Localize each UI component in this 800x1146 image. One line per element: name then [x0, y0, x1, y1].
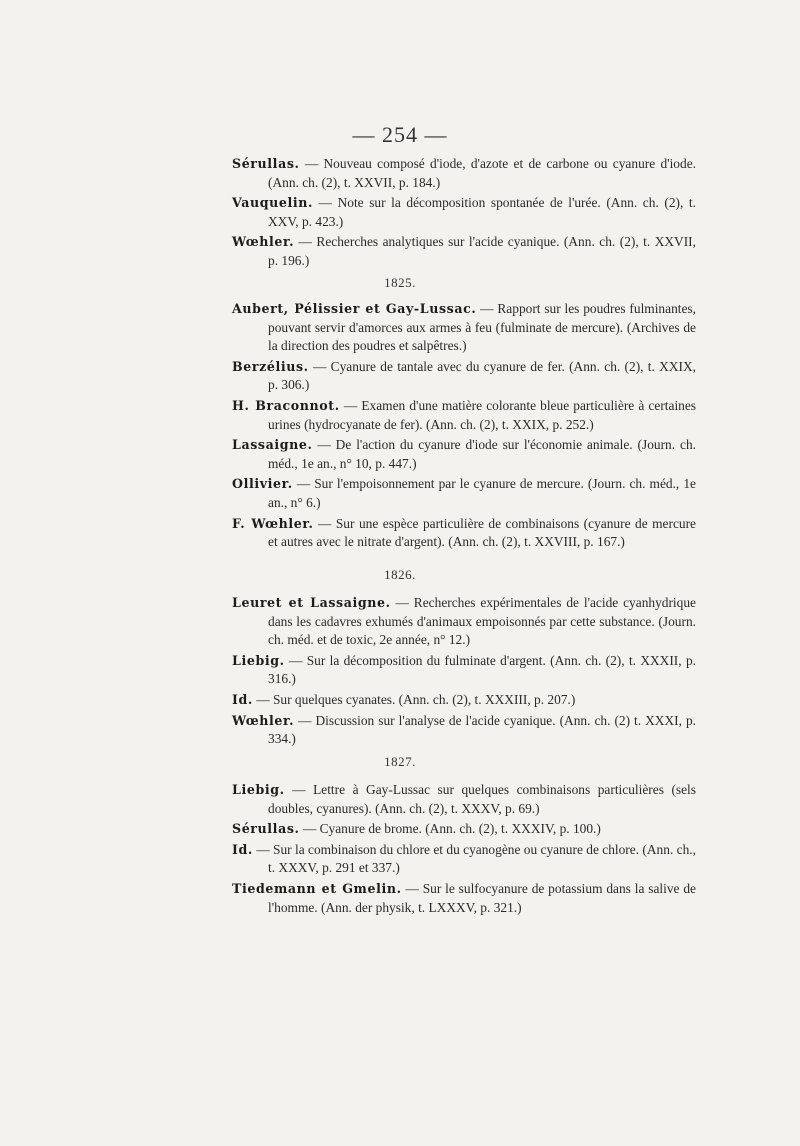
- entry-author: Sérullas.: [232, 156, 300, 171]
- entry-text: — Lettre à Gay-Lussac sur quelques combinaisons particulières (sels doubles, cyanures). (Ann. ch. (2), t. XXXV, p. 69.): [268, 782, 696, 816]
- bibliography-entry: [232, 358, 696, 395]
- entry-author: Id.: [232, 841, 253, 857]
- entry-text: — Note sur la décomposition spontanée de l'urée. (Ann. ch. (2), t. XXV, p. 423.): [268, 195, 696, 229]
- bibliography-entry: [232, 652, 696, 689]
- bibliography-entry: [232, 594, 696, 650]
- entry-author: Leuret et Lassaigne.: [232, 595, 391, 610]
- entry-text: — Cyanure de brome. (Ann. ch. (2), t. XXXIV, p. 100.): [299, 821, 601, 837]
- entry-author: Tiedemann et Gmelin.: [232, 880, 402, 896]
- entry-text: — Sur une espèce particulière de combinaisons (cyanure de mercure et autres avec le nitrate d'argent). (Ann. ch. (2), t. XXVIII, p. 167.): [268, 515, 696, 550]
- entry-text: — Sur la combinaison du chlore et du cyanogène ou cyanure de chlore. (Ann. ch., t. XXXV, p. 291 et 337.): [252, 841, 696, 876]
- entry-author: F. Wœhler.: [232, 515, 314, 531]
- bibliography-entry: [232, 155, 696, 192]
- bibliography-entry: [232, 841, 696, 878]
- bibliography-entry: [232, 300, 696, 356]
- bibliography-entry: [232, 820, 696, 839]
- entry-text: — Discussion sur l'analyse de l'acide cyanique. (Ann. ch. (2) t. XXXI, p. 334.): [268, 712, 696, 747]
- entry-author: Aubert, Pélissier et Gay-Lussac.: [232, 301, 477, 316]
- bibliography-entry: [232, 233, 696, 270]
- bibliography-section-1825: [232, 300, 696, 554]
- bibliography-entry: [232, 781, 696, 818]
- year-heading: 1827.: [384, 754, 416, 769]
- entry-text: — Rapport sur les poudres fulminantes, pouvant servir d'amorces aux armes à feu (fulminate de mercure). (Archives de la direction des poudres et salpêtres.): [268, 301, 696, 354]
- entry-author: H. Braconnot.: [232, 397, 340, 413]
- entry-author: Berzélius.: [232, 358, 309, 374]
- page-number: — 254 —: [352, 122, 448, 147]
- entry-author: Wœhler.: [232, 712, 295, 728]
- bibliography-entry: [232, 475, 696, 512]
- entry-text: — Sur la décomposition du fulminate d'argent. (Ann. ch. (2), t. XXXII, p. 316.): [268, 652, 696, 687]
- year-heading: 1825.: [384, 275, 416, 290]
- entry-text: — Sur l'empoisonnement par le cyanure de mercure. (Journ. ch. méd., 1e an., n° 6.): [268, 476, 696, 510]
- bibliography-entry: [232, 880, 696, 917]
- entry-author: Sérullas.: [232, 821, 300, 837]
- entry-text: — Recherches analytiques sur l'acide cyanique. (Ann. ch. (2), t. XXVII, p. 196.): [268, 234, 696, 268]
- entry-author: Lassaigne.: [232, 437, 313, 453]
- entry-author: Liebig.: [232, 782, 285, 797]
- entry-text: — Sur le sulfocyanure de potassium dans la salive de l'homme. (Ann. der physik, t. LXXXV, p. 321.): [268, 880, 696, 915]
- entry-text: — Recherches expérimentales de l'acide cyanhydrique dans les cadavres exhumés d'animaux empoisonnés par cette substance. (Journ. ch. méd. et de toxic, 2e année, n° 12.): [268, 595, 696, 648]
- entry-author: Vauquelin.: [232, 195, 314, 211]
- bibliography-entry: [232, 397, 696, 434]
- bibliography-entry: [232, 194, 696, 231]
- entry-author: Ollivier.: [232, 476, 293, 492]
- entry-text: — De l'action du cyanure d'iode sur l'économie animale. (Journ. ch. méd., 1e an., n° 10, p. 447.): [268, 437, 696, 471]
- entry-author: Wœhler.: [232, 234, 295, 250]
- bibliography-entry: [232, 515, 696, 552]
- entry-text: — Sur quelques cyanates. (Ann. ch. (2), t. XXXIII, p. 207.): [252, 691, 576, 707]
- year-heading: 1826.: [384, 567, 416, 582]
- bibliography-section-1827: [232, 781, 696, 919]
- bibliography-section-1826: [232, 594, 696, 751]
- bibliography-entry: [232, 691, 696, 710]
- bibliography-entry: [232, 712, 696, 749]
- entry-text: — Cyanure de tantale avec du cyanure de fer. (Ann. ch. (2), t. XXIX, p. 306.): [268, 358, 696, 393]
- bibliography-entry: [232, 436, 696, 473]
- entry-author: Liebig.: [232, 652, 285, 668]
- entry-author: Id.: [232, 691, 253, 707]
- entry-text: — Nouveau composé d'iode, d'azote et de carbone ou cyanure d'iode. (Ann. ch. (2), t. XXVII, p. 184.): [268, 156, 696, 190]
- entry-text: — Examen d'une matière colorante bleue particulière à certaines urines (hydrocyanate de fer). (Ann. ch. (2), t. XXIX, p. 252.): [268, 397, 697, 432]
- bibliography-section-1824: [232, 155, 696, 273]
